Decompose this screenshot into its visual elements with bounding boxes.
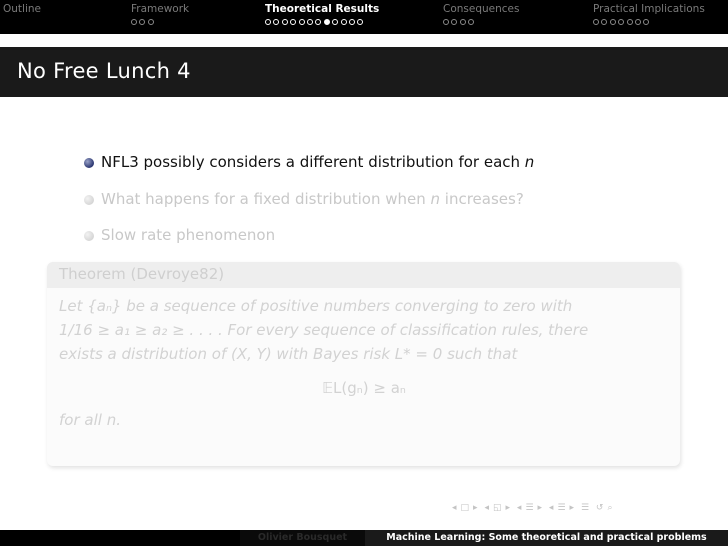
nav-frame-dot[interactable] <box>315 19 321 25</box>
theorem-body <box>59 294 669 432</box>
beamer-navigation-symbols <box>452 503 720 517</box>
nav-prev-frame-icon[interactable]: ◂ <box>484 503 489 513</box>
nav-dots <box>593 19 705 25</box>
bullet-prefix: NFL3 possibly considers a different distribution for each <box>101 153 525 171</box>
nav-dots <box>265 19 379 25</box>
nav-section-title: Consequences <box>443 3 520 15</box>
nav-frame-dot[interactable] <box>610 19 616 25</box>
nav-frame-dot[interactable] <box>148 19 154 25</box>
nav-section-consequences[interactable] <box>443 3 519 25</box>
theorem-title: Theorem (Devroye82) <box>59 265 225 283</box>
nav-frame-dot[interactable] <box>451 19 457 25</box>
bullet-ball-icon <box>84 231 94 241</box>
nav-frame-dot[interactable] <box>357 19 363 25</box>
nav-dots <box>131 19 189 25</box>
nav-frame-dot[interactable] <box>635 19 641 25</box>
nav-next-slide-icon[interactable]: ▸ <box>473 503 478 513</box>
nav-section-outline[interactable] <box>3 3 41 19</box>
bullet-prefix: Slow rate phenomenon <box>101 226 276 244</box>
nav-section-title: Practical Implications <box>593 3 705 15</box>
nav-section-title: Framework <box>131 3 190 15</box>
bullet-ball-icon <box>84 158 94 168</box>
appendix-icon[interactable]: ☰ <box>580 503 590 513</box>
nav-frame-dot[interactable] <box>627 19 633 25</box>
theorem-line: exists a distribution of (X, Y) with Bayes risk L* = 0 such that <box>59 345 518 363</box>
footer-title: Machine Learning: Some theoretical and practical problems <box>365 530 728 546</box>
bullet-prefix: What happens for a fixed distribution when <box>101 189 431 208</box>
nav-section-theoretical-results[interactable] <box>265 3 379 25</box>
back-icon[interactable]: ↺ <box>595 503 604 513</box>
nav-frame-dot[interactable] <box>332 19 338 25</box>
section-navigation-bar <box>0 0 728 34</box>
nav-next-section-icon[interactable]: ▸ <box>569 503 575 513</box>
theorem-formula: 𝔼L(gₙ) ≥ aₙ <box>322 379 406 397</box>
theorem-header <box>47 262 680 288</box>
nav-prev-slide-icon[interactable]: ◂ <box>452 503 457 513</box>
theorem-line: 1/16 ≥ a₁ ≥ a₂ ≥ . . . . For every sequence of classification rules, there <box>59 321 589 339</box>
nav-frame-dot[interactable] <box>131 19 137 25</box>
bullet-text <box>101 189 524 209</box>
section-icon[interactable]: ☰ <box>557 503 566 513</box>
nav-frame-dot[interactable] <box>601 19 607 25</box>
nav-frame-dot[interactable] <box>443 19 449 25</box>
bullet-variable: n <box>430 189 441 208</box>
nav-frame-dot[interactable] <box>290 19 296 25</box>
bullet-text <box>101 225 275 245</box>
bullet-suffix: increases? <box>440 189 524 208</box>
nav-section-practical-implications[interactable] <box>593 3 705 25</box>
nav-section-framework[interactable] <box>131 3 189 25</box>
bullet-text <box>101 152 534 172</box>
nav-prev-subsection-icon[interactable]: ◂ <box>516 503 522 513</box>
nav-frame-dot[interactable] <box>307 19 313 25</box>
nav-frame-dot[interactable] <box>593 19 599 25</box>
theorem-block <box>47 262 680 466</box>
nav-frame-dot[interactable] <box>324 19 330 25</box>
nav-section-title: Outline <box>3 3 41 15</box>
nav-frame-dot[interactable] <box>139 19 145 25</box>
nav-prev-section-icon[interactable]: ◂ <box>548 503 554 513</box>
bullet-variable: n <box>524 153 535 171</box>
page-title: No Free Lunch 4 <box>17 59 191 83</box>
bullet-ball-icon <box>84 195 94 205</box>
subsection-icon[interactable]: ☰ <box>525 503 534 513</box>
frame-icon[interactable]: ◱ <box>492 503 502 513</box>
footer-author: Olivier Bousquet <box>240 530 365 546</box>
nav-section-title: Theoretical Results <box>265 3 380 15</box>
nav-frame-dot[interactable] <box>265 19 271 25</box>
slide-icon[interactable]: □ <box>460 503 470 513</box>
nav-frame-dot[interactable] <box>282 19 288 25</box>
nav-frame-dot[interactable] <box>299 19 305 25</box>
nav-next-subsection-icon[interactable]: ▸ <box>537 503 543 513</box>
footer-bar <box>0 530 728 546</box>
nav-frame-dot[interactable] <box>460 19 466 25</box>
theorem-line: Let {aₙ} be a sequence of positive numbers converging to zero with <box>59 297 573 315</box>
nav-next-frame-icon[interactable]: ▸ <box>505 503 511 513</box>
nav-frame-dot[interactable] <box>349 19 355 25</box>
frame-title-bar <box>0 47 728 97</box>
nav-frame-dot[interactable] <box>643 19 649 25</box>
nav-frame-dot[interactable] <box>341 19 347 25</box>
search-icon[interactable]: ⌕ <box>607 503 613 513</box>
nav-frame-dot[interactable] <box>618 19 624 25</box>
nav-dots <box>443 19 519 25</box>
nav-frame-dot[interactable] <box>273 19 279 25</box>
theorem-closing: for all n. <box>59 411 121 429</box>
nav-frame-dot[interactable] <box>468 19 474 25</box>
